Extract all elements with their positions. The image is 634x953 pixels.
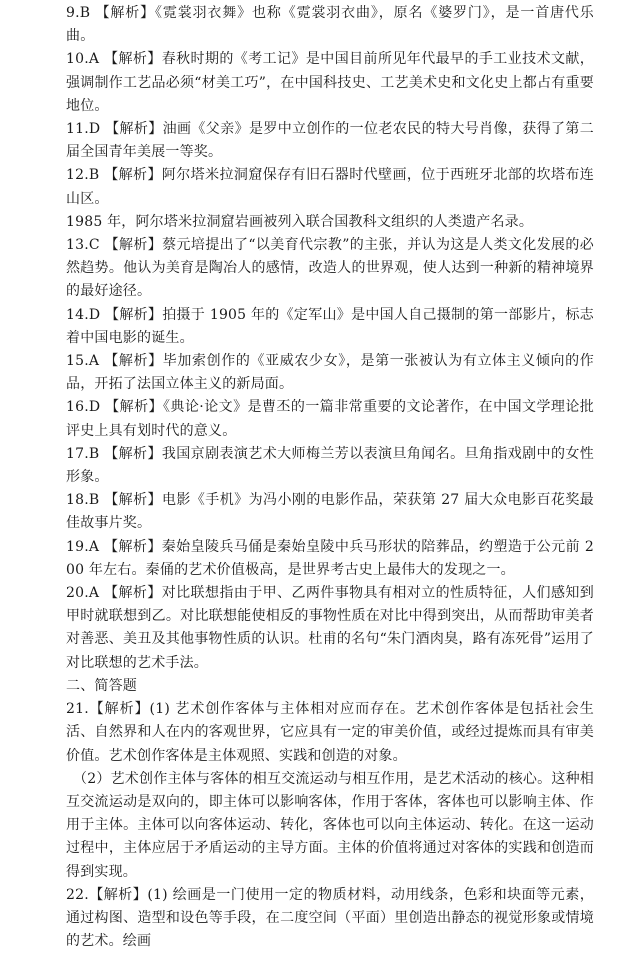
- section-heading-short-answer: 二、简答题: [66, 677, 137, 694]
- answer-17: 17.B 【解析】我国京剧表演艺术大师梅兰芳以表演旦角闻名。旦角指戏剧中的女性形象。: [66, 445, 594, 486]
- answer-21-part-1: 21.【解析】(1) 艺术创作客体与主体相对应而存在。艺术创作客体是包括社会生活、自然界和人在内的客观世界，它应具有一定的审美价值，或经过提炼而具有审美价值。艺术创作客体是主体观照、实践和创造的对象。: [66, 701, 594, 764]
- answer-22-part-1: 22.【解析】(1) 绘画是一门使用一定的物质材料，动用线条，色彩和块面等元素，通过构图、造型和设色等手段，在二度空间（平面）里创造出静态的视觉形象或情境的艺术。绘画: [66, 886, 594, 950]
- answer-15: 15.A 【解析】毕加索创作的《亚威农少女》，是第一张被认为有立体主义倾向的作品，开拓了法国立体主义的新局面。: [66, 353, 594, 393]
- answer-10: 10.A 【解析】春秋时期的《考工记》是中国目前所见年代最早的手工业技术文献，强调制作工艺品必须“材美工巧”，在中国科技史、工艺美术史和文化史上都占有重要地位。: [66, 51, 594, 114]
- answer-13: 13.C 【解析】蔡元培提出了“以美育代宗教”的主张，并认为这是人类文化发展的必然趋势。他认为美育是陶冶人的感情，改造人的世界观，使人达到一种新的精神境界的最好途径。: [66, 237, 594, 300]
- answer-11: 11.D 【解析】油画《父亲》是罗中立创作的一位老农民的特大号肖像，获得了第二届全国青年美展一等奖。: [66, 121, 594, 161]
- answer-20: 20.A 【解析】对比联想指由于甲、乙两件事物具有相对立的性质特征，人们感知到甲时就联想到乙。对比联想能使相反的事物性质在对比中得到突出，从而帮助审美者对善恶、美丑及其他事物性质的认识。杜甫的名句“朱门酒肉臭，路有冻死骨”运用了对比联想的艺术手法。: [66, 585, 594, 671]
- answer-18: 18.B 【解析】电影《手机》为冯小刚的电影作品，荣获第 27 届大众电影百花奖最佳故事片奖。: [66, 492, 594, 532]
- answer-12: 12.B 【解析】阿尔塔米拉洞窟保存有旧石器时代壁画，位于西班牙北部的坎塔布连山区。: [66, 167, 594, 207]
- answer-14: 14.D 【解析】拍摄于 1905 年的《定军山》是中国人自己摄制的第一部影片，标志着中国电影的诞生。: [66, 306, 594, 346]
- answer-12-continued: 1985 年，阿尔塔米拉洞窟岩画被列入联合国教科文组织的人类遗产名录。: [66, 213, 534, 230]
- answer-16: 16.D 【解析】《典论·论文》是曹丕的一篇非常重要的文论著作，在中国文学理论批评史上具有划时代的意义。: [66, 399, 594, 439]
- answer-19: 19.A 【解析】秦始皇陵兵马俑是秦始皇陵中兵马形状的陪葬品，约塑造于公元前 200 年左右。秦俑的艺术价值极高，是世界考古史上最伟大的发现之一。: [66, 538, 594, 578]
- answer-9: 9.B 【解析】《霓裳羽衣舞》也称《霓裳羽衣曲》，原名《婆罗门》，是一首唐代乐曲。: [66, 5, 594, 45]
- answer-21-part-2: （2）艺术创作主体与客体的相互交流运动与相互作用，是艺术活动的核心。这种相互交流运动是双向的，即主体可以影响客体，作用于客体，客体也可以影响主体、作用于主体。主体可以向客体运动、转化，客体也可以向主体运动、转化。在这一运动过程中，主体应居于矛盾运动的主导方面。主体的价值将通过对客体的实践和创造而得到实现。: [66, 770, 594, 880]
